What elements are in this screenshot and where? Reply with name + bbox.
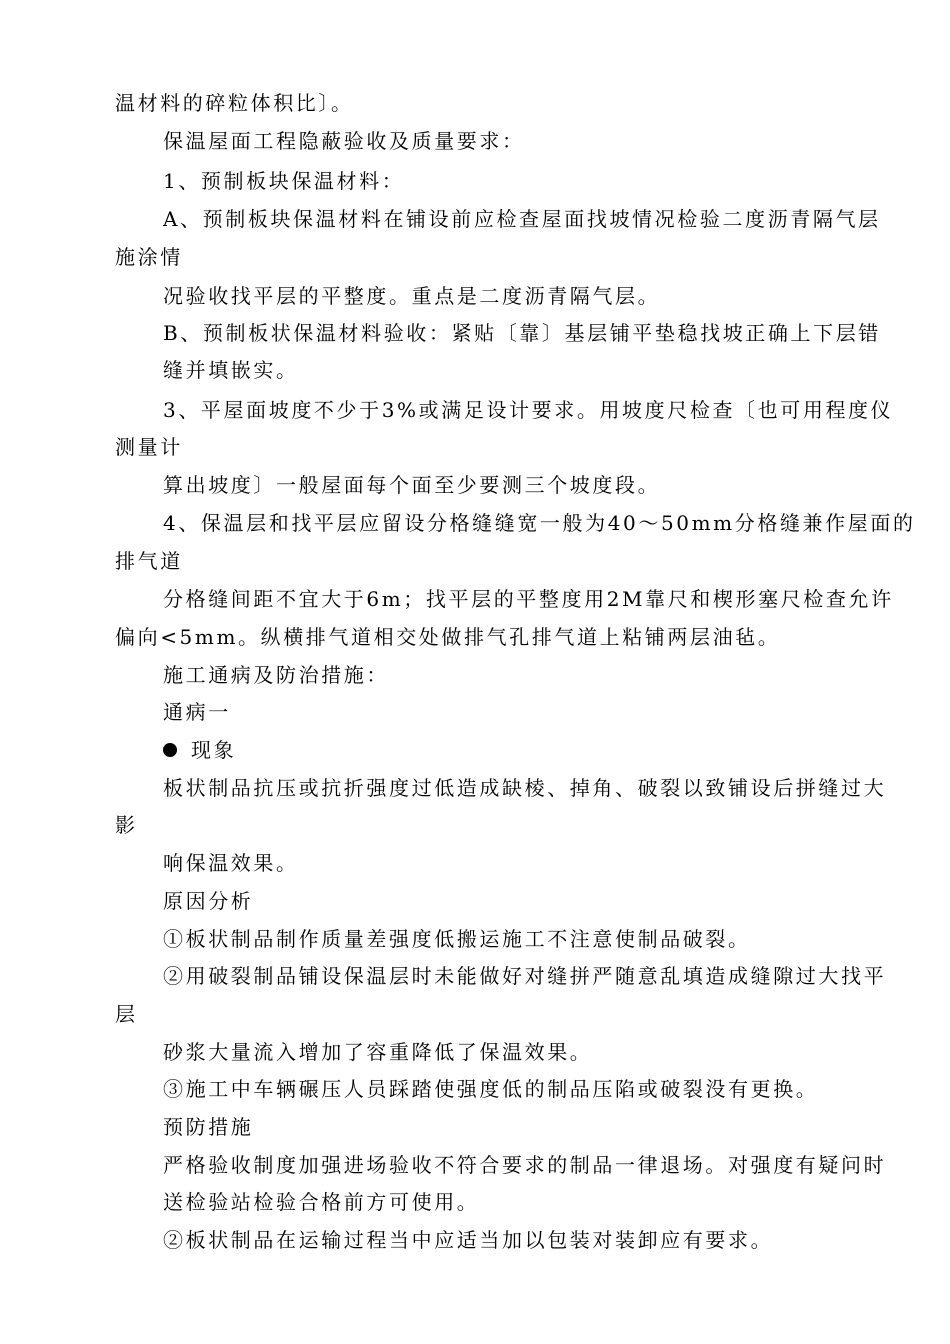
- text-line: 严格验收制度加强进场验收不符合要求的制品一律退场。对强度有疑问时: [163, 1153, 887, 1177]
- bullet-icon: [163, 743, 177, 757]
- text-line: ②板状制品在运输过程当中应适当加以包装对装卸应有要求。: [163, 1228, 774, 1252]
- text-line: 算出坡度〕一般屋面每个面至少要测三个坡度段。: [163, 473, 661, 497]
- text-line: 施工通病及防治措施：: [163, 663, 389, 687]
- text-line: 影: [115, 813, 138, 837]
- bullet-line: [163, 737, 236, 763]
- text-line: 况验收找平层的平整度。重点是二度沥青隔气层。: [163, 284, 661, 308]
- text-line: 板状制品抗压或抗折强度过低造成缺棱、掉角、破裂以致铺设后拼缝过大: [163, 776, 887, 800]
- text-line: 预防措施: [163, 1115, 254, 1139]
- text-line: 砂浆大量流入增加了容重降低了保温效果。: [163, 1040, 593, 1064]
- text-line: 3、平屋面坡度不少于3%或满足设计要求。用坡度尺检查〔也可用程度仪: [163, 398, 894, 422]
- text-line: 温材料的碎粒体积比〕。: [115, 91, 354, 115]
- text-line: 排气道: [115, 549, 183, 573]
- text-line: 缝并填嵌实。: [163, 358, 299, 382]
- text-line: 施涂情: [115, 245, 183, 269]
- text-line: 现象: [191, 738, 237, 762]
- text-line: ②用破裂制品铺设保温层时未能做好对缝拼严随意乱填造成缝隙过大找平: [163, 964, 887, 988]
- text-line: 4、保温层和找平层应留设分格缝缝宽一般为40～50mm分格缝兼作屋面的: [163, 511, 916, 535]
- text-line: 响保温效果。: [163, 851, 299, 875]
- text-line: 1、预制板块保温材料：: [163, 169, 405, 193]
- text-line: ③施工中车辆碾压人员踩踏使强度低的制品压陷或破裂没有更换。: [163, 1077, 819, 1101]
- text-line: 保温屋面工程隐蔽验收及质量要求：: [163, 129, 525, 153]
- text-line: 层: [115, 1002, 138, 1026]
- text-line: 分格缝间距不宜大于6m；找平层的平整度用2M靠尺和楔形塞尺检查允许: [163, 587, 894, 611]
- text-line: A、预制板块保温材料在铺设前应检查屋面找坡情况检验二度沥青隔气层: [163, 207, 881, 231]
- text-line: ①板状制品制作质量差强度低搬运施工不注意使制品破裂。: [163, 927, 751, 951]
- text-line: 通病一: [163, 700, 231, 724]
- text-line: 测量计: [115, 435, 183, 459]
- text-line: B、预制板状保温材料验收：紧贴〔靠〕基层铺平垫稳找坡正确上下层错: [163, 321, 881, 345]
- text-line: 原因分析: [163, 889, 254, 913]
- text-line: 送检验站检验合格前方可使用。: [163, 1190, 480, 1214]
- text-line: 偏向<5mm。纵横排气道相交处做排气孔排气道上粘铺两层油毡。: [115, 625, 781, 649]
